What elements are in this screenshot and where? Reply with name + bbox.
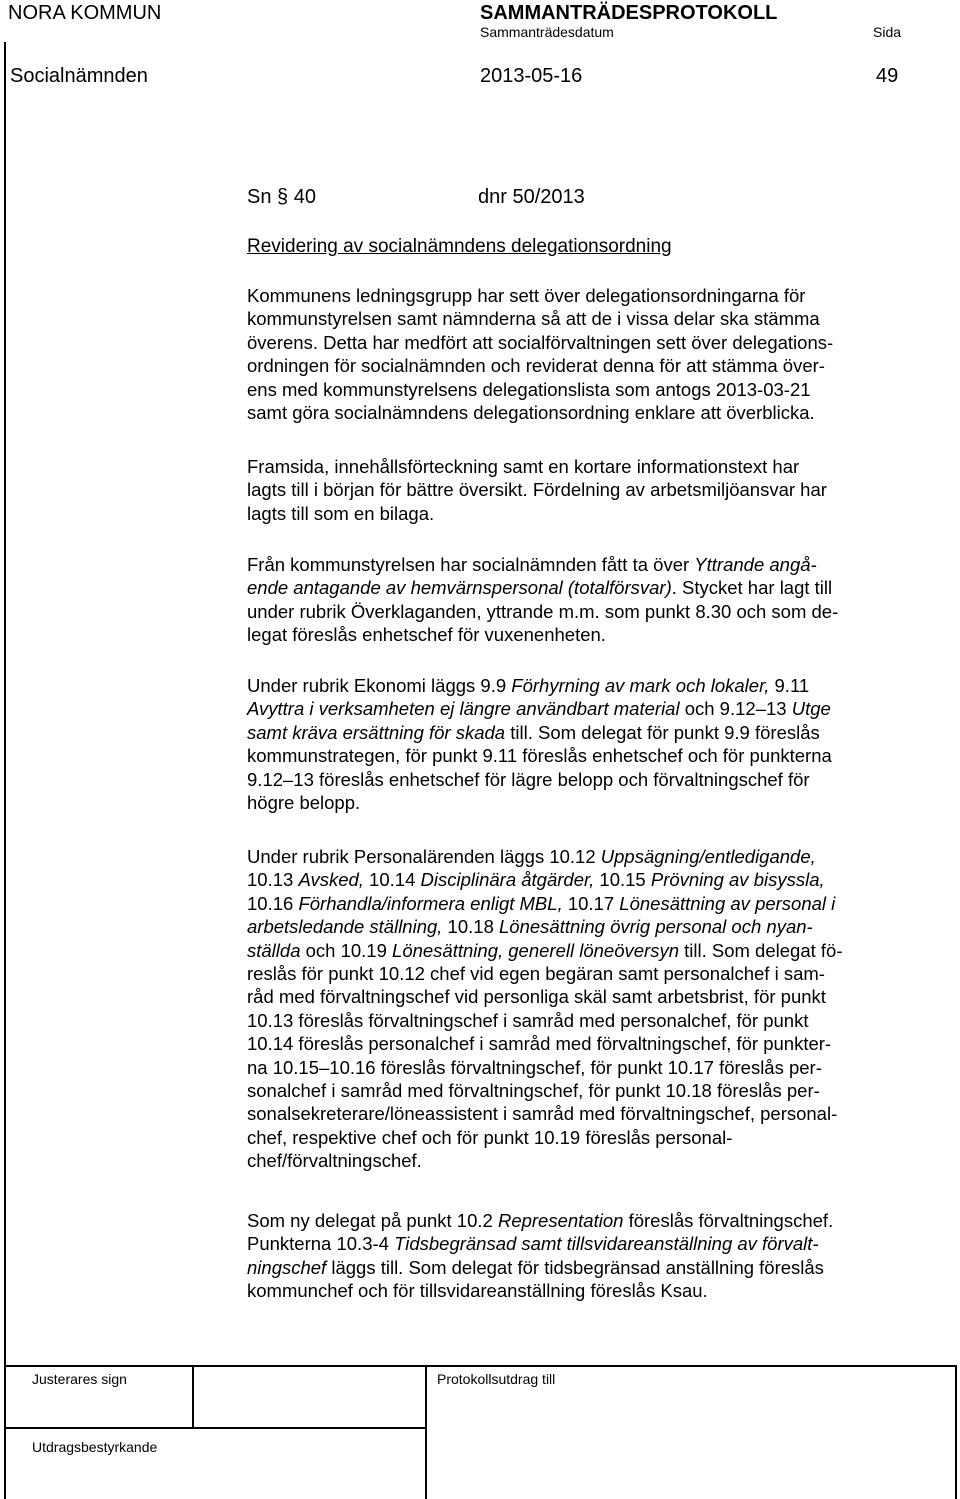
text-segment: Från kommunstyrelsen har socialnämnden fått ta över [247, 554, 695, 575]
text-segment: ordningen för socialnämnden och reviderat denna för att stämma över- [247, 355, 825, 377]
text-line [247, 915, 927, 938]
text-segment: 10.15 [594, 869, 651, 891]
text-line [247, 553, 927, 576]
text-segment: 10.18 [442, 916, 499, 938]
text-segment: Som ny delegat på punkt 10.2 [247, 1210, 498, 1231]
footer-divider-1 [425, 1365, 427, 1499]
text-segment: och 9.12–13 [679, 698, 792, 720]
text-line [247, 331, 927, 354]
text-line [247, 1279, 927, 1302]
text-line [247, 985, 927, 1008]
text-segment: legat föreslås enhetschef för vuxenenheten. [247, 624, 606, 646]
text-segment: Kommunens ledningsgrupp har sett över delegationsordningarna för [247, 285, 806, 306]
italic-text: arbetsledande ställning, [247, 916, 443, 938]
text-line [247, 962, 927, 985]
left-margin-rule [4, 42, 6, 1499]
text-line [247, 1232, 927, 1255]
text-line [247, 600, 927, 623]
italic-text: Avyttra i verksamheten ej längre användbart material [247, 698, 680, 720]
italic-text: Prövning av bisyssla, [650, 869, 825, 891]
adjuster-sign-label: Justerares sign [32, 1371, 127, 1387]
text-line [247, 721, 927, 744]
text-segment: överens. Detta har medfört att socialförvaltningen sett över delegations- [247, 331, 834, 353]
text-segment: Under rubrik Ekonomi läggs 9.9 [247, 675, 512, 696]
text-line [247, 892, 927, 915]
text-line [247, 1102, 927, 1125]
text-segment: 10.13 föreslås förvaltningschef i samråd med personalchef, för punkt [247, 1009, 809, 1031]
text-line [247, 455, 927, 478]
meeting-date: 2013-05-16 [480, 65, 583, 87]
text-line [247, 1256, 927, 1279]
italic-text: ende antagande av hemvärnspersonal (totalförsvar) [247, 577, 672, 599]
text-line [247, 1079, 927, 1102]
italic-text: Utge [791, 698, 831, 720]
italic-text: Förhandla/informera enligt MBL, [298, 892, 563, 914]
page-label: Sida [873, 24, 902, 40]
text-segment: chef/förvaltningschef. [247, 1150, 422, 1172]
text-segment: 9.11 [769, 675, 810, 696]
text-segment: högre belopp. [247, 792, 361, 814]
text-segment: reslås för punkt 10.12 chef vid egen begäran samt personalchef i sam- [247, 963, 825, 985]
text-segment: råd med förvaltningschef vid personliga skäl samt arbetsbrist, för punkt [247, 986, 826, 1008]
text-line [247, 791, 927, 814]
text-segment: Under rubrik Personalärenden läggs 10.12 [247, 846, 601, 867]
italic-text: Lönesättning, generell löneöversyn [392, 939, 679, 961]
text-segment: till. Som delegat för punkt 9.9 föreslås [505, 721, 820, 743]
text-line [247, 1032, 927, 1055]
extract-certifier-label: Utdragsbestyrkande [32, 1439, 158, 1455]
text-segment: samt göra socialnämndens delegationsordning enklare att överblicka. [247, 402, 815, 424]
paragraph-6 [247, 1209, 927, 1303]
organization-name: NORA KOMMUN [8, 2, 162, 24]
footer-right-border [955, 1365, 957, 1499]
text-line [247, 1009, 927, 1032]
footer-divider-2 [192, 1365, 194, 1427]
text-segment: 9.12–13 föreslås enhetschef för lägre belopp och förvaltningschef för [247, 768, 810, 790]
italic-text: Lönesättning övrig personal och nyan- [499, 916, 813, 938]
italic-text: ställda [247, 939, 301, 961]
document-type-title: SAMMANTRÄDESPROTOKOLL [480, 2, 778, 24]
paragraph-4 [247, 674, 927, 814]
page-number: 49 [876, 65, 899, 87]
paragraph-5 [247, 845, 927, 1173]
text-segment: till. Som delegat fö- [678, 939, 843, 961]
diary-number: dnr 50/2013 [478, 186, 585, 208]
text-line [247, 354, 927, 377]
footer-mid-rule [4, 1427, 425, 1429]
text-line [247, 502, 927, 525]
text-line [247, 1209, 927, 1232]
text-line [247, 939, 927, 962]
text-segment: föreslås förvaltningschef. [623, 1210, 834, 1231]
paragraph-2 [247, 455, 927, 525]
text-line [247, 478, 927, 501]
text-line [247, 868, 927, 891]
extract-to-label: Protokollsutdrag till [437, 1371, 556, 1387]
text-line [247, 576, 927, 599]
italic-text: Yttrande angå- [694, 554, 817, 575]
text-segment: 10.14 föreslås personalchef i samråd med förvaltningschef, för punkter- [247, 1033, 832, 1055]
text-segment: läggs till. Som delegat för tidsbegränsad anställning föreslås [326, 1256, 824, 1278]
italic-text: Representation [497, 1210, 624, 1231]
text-segment: sonalsekreterare/löneassistent i samråd med förvaltningschef, personal- [247, 1103, 838, 1125]
paragraph-3 [247, 553, 927, 647]
text-segment: lagts till i början för bättre översikt. Fördelning av arbetsmiljöansvar har [247, 479, 827, 501]
text-line [247, 284, 927, 307]
italic-text: samt kräva ersättning för skada [247, 721, 506, 743]
text-segment: chef, respektive chef och för punkt 10.19 föreslås personal- [247, 1126, 733, 1148]
text-line [247, 674, 927, 697]
text-line [247, 307, 927, 330]
text-line [247, 401, 927, 424]
text-line [247, 378, 927, 401]
text-line [247, 768, 927, 791]
italic-text: Tidsbegränsad samt tillsvidareanställning av förvalt- [394, 1233, 819, 1255]
text-line [247, 744, 927, 767]
text-segment: ens med kommunstyrelsens delegationslista som antogs 2013-03-21 [247, 378, 811, 400]
text-segment: na 10.15–10.16 föreslås förvaltningschef, för punkt 10.17 föreslås per- [247, 1056, 822, 1078]
text-segment: 10.17 [562, 892, 620, 914]
text-line [247, 623, 927, 646]
italic-text: Uppsägning/entledigande, [600, 846, 816, 867]
text-segment: och 10.19 [300, 939, 393, 961]
text-line [247, 1056, 927, 1079]
text-segment: Framsida, innehållsförteckning samt en kortare informationstext har [247, 456, 800, 477]
text-line [247, 845, 927, 868]
text-segment: under rubrik Överklaganden, yttrande m.m. som punkt 8.30 och som de- [247, 600, 839, 622]
text-segment: sonalchef i samråd med förvaltningschef, för punkt 10.18 föreslås per- [247, 1080, 820, 1102]
text-line [247, 1149, 927, 1172]
paragraph-1 [247, 284, 927, 424]
committee-name: Socialnämnden [10, 65, 148, 87]
italic-text: Avsked, [298, 869, 364, 891]
italic-text: Förhyrning av mark och lokaler, [511, 675, 770, 696]
item-heading: Revidering av socialnämndens delegationsordning [247, 236, 672, 257]
text-segment: 10.16 [247, 892, 299, 914]
text-segment: kommunstyrelsen samt nämnderna så att de i vissa delar ska stämma [247, 308, 820, 330]
text-segment: 10.13 [247, 869, 299, 891]
section-number: Sn § 40 [247, 186, 316, 208]
italic-text: ningschef [247, 1256, 327, 1278]
text-segment: kommunstrategen, för punkt 9.11 föreslås enhetschef och för punkterna [247, 745, 832, 767]
text-segment: 10.14 [363, 869, 421, 891]
text-line [247, 697, 927, 720]
italic-text: Lönesättning av personal i [619, 892, 836, 914]
italic-text: Disciplinära åtgärder, [420, 869, 595, 891]
meeting-date-label: Sammanträdesdatum [480, 24, 614, 40]
text-segment: Punkterna 10.3-4 [247, 1233, 395, 1255]
text-segment: lagts till som en bilaga. [247, 502, 435, 524]
text-line [247, 1126, 927, 1149]
text-segment: kommunchef och för tillsvidareanställning föreslås Ksau. [247, 1280, 708, 1302]
text-segment: . Stycket har lagt till [671, 577, 833, 599]
footer-top-rule [4, 1365, 956, 1367]
